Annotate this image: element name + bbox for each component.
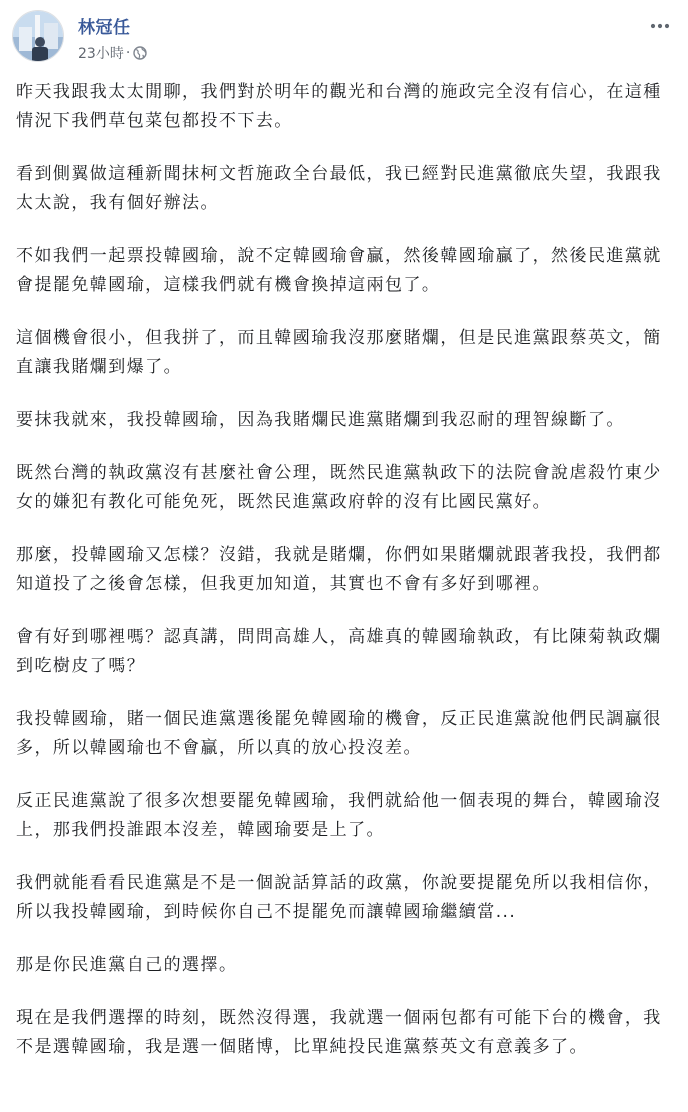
post-paragraph: 那是你民進黨自己的選擇。 bbox=[16, 955, 238, 975]
post-paragraph: 會有好到哪裡嗎？認真講，問問高雄人，高雄真的韓國瑜執政，有比陳菊執政爛到吃樹皮了嗎？ bbox=[16, 627, 662, 676]
post-paragraph: 看到側翼做這種新聞抹柯文哲施政全台最低，我已經對民進黨徹底失望，我跟我太太說，我有個好辦法。 bbox=[16, 164, 662, 213]
post-paragraph: 我們就能看看民進黨是不是一個說話算話的政黨，你說要提罷免所以我相信你，所以我投韓國瑜，到時候你自己不提罷免而讓韓國瑜繼續當... bbox=[16, 873, 662, 922]
post-paragraph: 既然台灣的執政黨沒有甚麼社會公理，既然民進黨執政下的法院會說虐殺竹東少女的嫌犯有教化可能免死，既然民進黨政府幹的沒有比國民黨好。 bbox=[16, 463, 662, 512]
post-body bbox=[16, 78, 672, 1086]
post-paragraph: 我投韓國瑜，賭一個民進黨選後罷免韓國瑜的機會，反正民進黨說他們民調贏很多，所以韓國瑜也不會贏，所以真的放心投沒差。 bbox=[16, 709, 662, 758]
post-paragraph: 那麼，投韓國瑜又怎樣？沒錯，我就是賭爛，你們如果賭爛就跟著我投，我們都知道投了之後會怎樣，但我更加知道，其實也不會有多好到哪裡。 bbox=[16, 545, 662, 594]
avatar-image bbox=[13, 11, 64, 62]
post-timestamp[interactable]: 23小時 bbox=[78, 46, 124, 62]
post-paragraph: 現在是我們選擇的時刻，既然沒得選，我就選一個兩包都有可能下台的機會，我不是選韓國瑜，我是選一個賭博，比單純投民進黨蔡英文有意義多了。 bbox=[16, 1008, 662, 1057]
post-meta bbox=[78, 43, 147, 63]
more-options-button[interactable] bbox=[648, 14, 672, 38]
post-paragraph: 這個機會很小，但我拼了，而且韓國瑜我沒那麼賭爛，但是民進黨跟蔡英文，簡直讓我賭爛到爆了。 bbox=[16, 328, 662, 377]
post-paragraph: 不如我們一起票投韓國瑜，說不定韓國瑜會贏，然後韓國瑜贏了，然後民進黨就會提罷免韓國瑜，這樣我們就有機會換掉這兩包了。 bbox=[16, 246, 662, 295]
post-header bbox=[0, 0, 688, 70]
globe-icon[interactable] bbox=[133, 46, 147, 60]
post-paragraph: 要抹我就來，我投韓國瑜，因為我賭爛民進黨賭爛到我忍耐的理智線斷了。 bbox=[16, 410, 625, 430]
avatar[interactable] bbox=[12, 10, 64, 62]
meta-separator: · bbox=[125, 45, 131, 61]
post-paragraph: 昨天我跟我太太閒聊，我們對於明年的觀光和台灣的施政完全沒有信心，在這種情況下我們草包菜包都投不下去。 bbox=[16, 82, 662, 131]
author-name-link[interactable]: 林冠任 bbox=[78, 18, 131, 38]
post-paragraph: 反正民進黨說了很多次想要罷免韓國瑜，我們就給他一個表現的舞台，韓國瑜沒上，那我們投誰跟本沒差，韓國瑜要是上了。 bbox=[16, 791, 662, 840]
more-horizontal-icon bbox=[648, 14, 672, 38]
